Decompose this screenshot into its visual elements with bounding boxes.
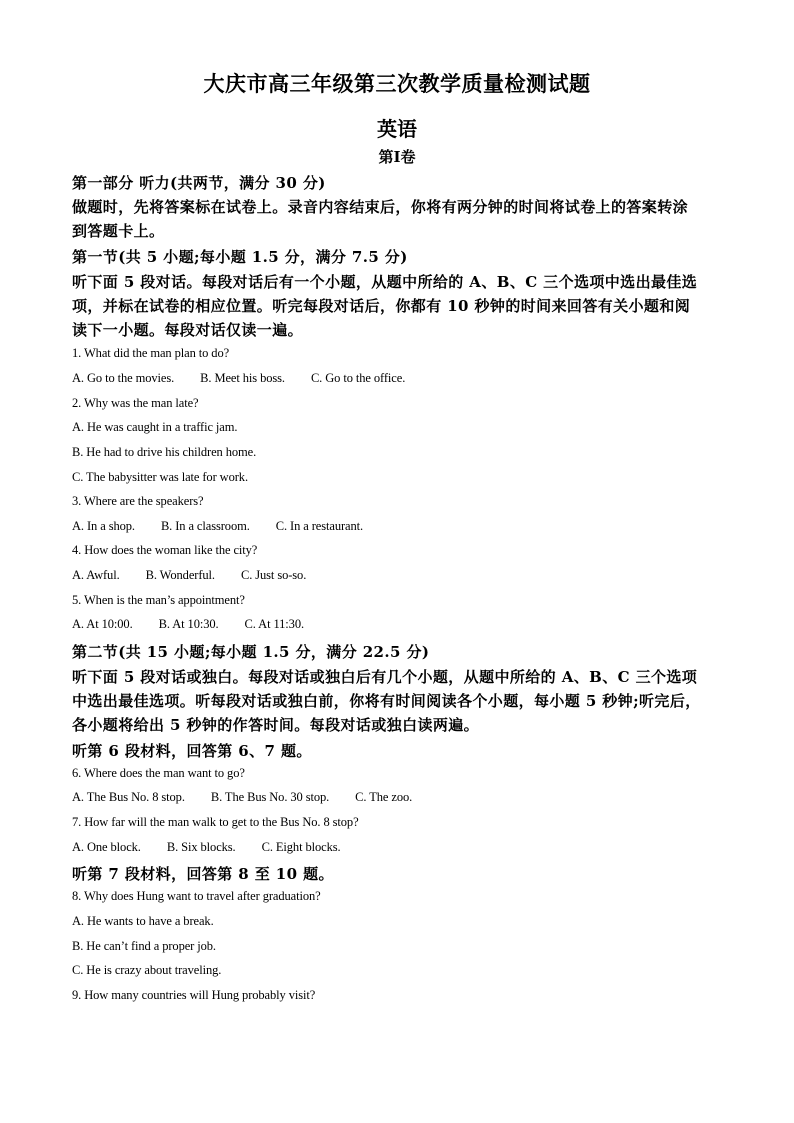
option-b: B. Meet his boss. bbox=[200, 371, 285, 385]
option-a: A. The Bus No. 8 stop. bbox=[72, 790, 185, 804]
question-1-options bbox=[72, 371, 722, 386]
option-c: C. Go to the office. bbox=[310, 371, 406, 385]
question-8: 8. Why does Hung want to travel after graduation? bbox=[72, 889, 321, 903]
question-9: 9. How many countries will Hung probably visit? bbox=[72, 988, 316, 1002]
option-c: C. Eight blocks. bbox=[261, 840, 341, 854]
option-c: C. He is crazy about traveling. bbox=[72, 963, 222, 977]
question-2: 2. Why was the man late? bbox=[72, 396, 199, 410]
option-b: B. The Bus No. 30 stop. bbox=[210, 790, 330, 804]
option-b: B. He had to drive his children home. bbox=[72, 445, 257, 459]
question-4: 4. How does the woman like the city? bbox=[72, 543, 258, 557]
question-7-options bbox=[72, 840, 722, 855]
option-b: B. At 10:30. bbox=[158, 617, 219, 631]
instruction-line: 做题时，先将答案标在试卷上。录音内容结束后，你将有两分钟的时间将试卷上的答案转涂 bbox=[72, 198, 689, 216]
volume-label: 第Ⅰ卷 bbox=[378, 148, 416, 166]
section2-instruction: 中选出最佳选项。听每段对话或独白前，你将有时间阅读各个小题，每小题 5 秒钟;听完后， bbox=[72, 692, 701, 710]
question-3: 3. Where are the speakers? bbox=[72, 494, 204, 508]
subject-title: 英语 bbox=[377, 117, 417, 141]
question-6-options bbox=[72, 790, 722, 805]
section1-instruction: 读下一小题。每段对话仅读一遍。 bbox=[72, 321, 304, 339]
option-c: C. The zoo. bbox=[355, 790, 413, 804]
question-5: 5. When is the man’s appointment? bbox=[72, 593, 245, 607]
question-6: 6. Where does the man want to go? bbox=[72, 766, 245, 780]
instruction-line: 到答题卡上。 bbox=[72, 222, 165, 240]
option-b: B. He can’t find a proper job. bbox=[72, 939, 216, 953]
part1-heading: 第一部分 听力(共两节，满分 30 分) bbox=[72, 174, 326, 192]
question-4-options bbox=[72, 568, 722, 583]
section2-instruction: 各小题将给出 5 秒钟的作答时间。每段对话或独白读两遍。 bbox=[72, 716, 480, 734]
option-a: A. He was caught in a traffic jam. bbox=[72, 420, 238, 434]
option-a: A. One block. bbox=[72, 840, 141, 854]
option-a: A. At 10:00. bbox=[72, 617, 133, 631]
option-a: A. Go to the movies. bbox=[72, 371, 175, 385]
question-1: 1. What did the man plan to do? bbox=[72, 346, 230, 360]
material-heading: 听第 7 段材料，回答第 8 至 10 题。 bbox=[72, 865, 334, 883]
question-3-options bbox=[72, 519, 722, 534]
option-a: A. Awful. bbox=[72, 568, 120, 582]
option-b: B. Six blocks. bbox=[166, 840, 236, 854]
option-b: B. In a classroom. bbox=[160, 519, 250, 533]
section1-instruction: 听下面 5 段对话。每段对话后有一个小题，从题中所给的 A、B、C 三个选项中选出最佳选 bbox=[72, 273, 698, 291]
question-7: 7. How far will the man walk to get to the Bus No. 8 stop? bbox=[72, 815, 359, 829]
option-c: C. At 11:30. bbox=[244, 617, 305, 631]
exam-title: 大庆市高三年级第三次教学质量检测试题 bbox=[203, 71, 591, 96]
section2-instruction: 听下面 5 段对话或独白。每段对话或独白后有几个小题，从题中所给的 A、B、C 三个选项 bbox=[72, 668, 698, 686]
option-c: C. The babysitter was late for work. bbox=[72, 470, 248, 484]
section1-instruction: 项，并标在试卷的相应位置。听完每段对话后，你都有 10 秒钟的时间来回答有关小题和阅 bbox=[72, 297, 691, 315]
option-a: A. In a shop. bbox=[72, 519, 135, 533]
section2-heading: 第二节(共 15 小题;每小题 1.5 分，满分 22.5 分) bbox=[72, 643, 430, 661]
option-a: A. He wants to have a break. bbox=[72, 914, 214, 928]
section1-heading: 第一节(共 5 小题;每小题 1.5 分，满分 7.5 分) bbox=[72, 248, 408, 266]
option-b: B. Wonderful. bbox=[145, 568, 215, 582]
material-heading: 听第 6 段材料，回答第 6、7 题。 bbox=[72, 742, 312, 760]
option-c: C. In a restaurant. bbox=[275, 519, 364, 533]
question-5-options bbox=[72, 617, 722, 632]
option-c: C. Just so-so. bbox=[240, 568, 307, 582]
